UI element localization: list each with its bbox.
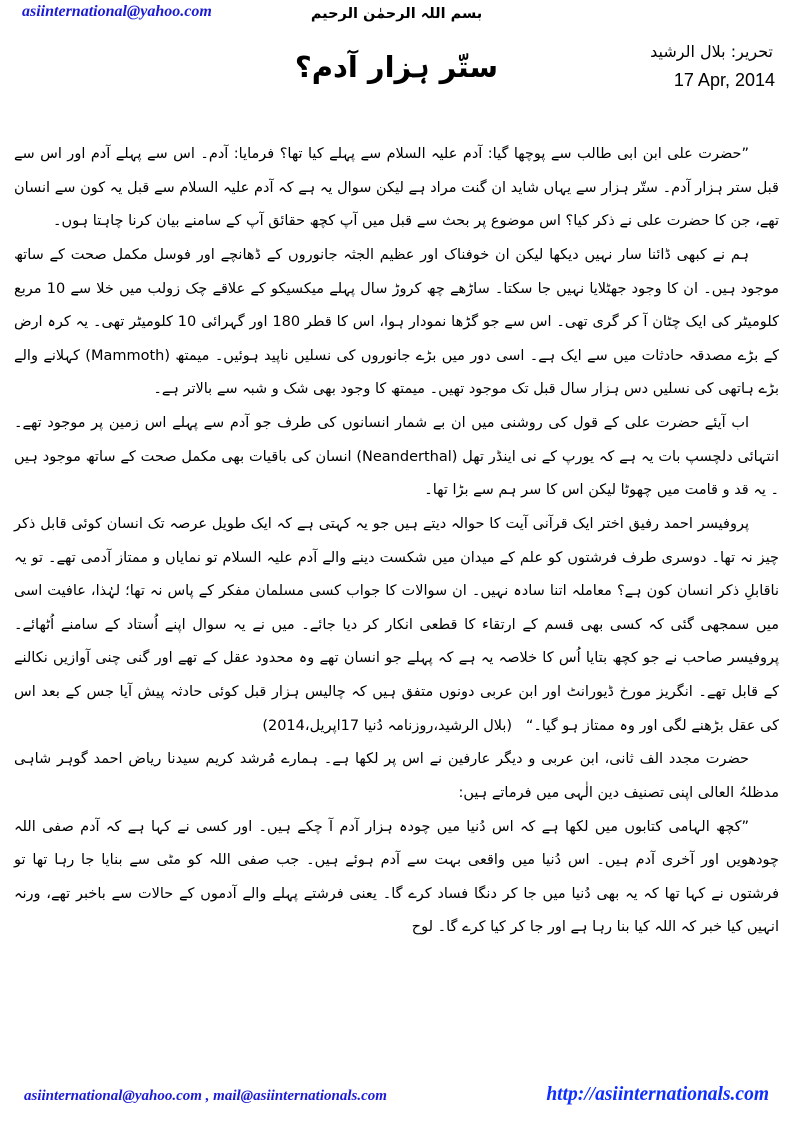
article-paragraph-3: اب آیئے حضرت علی کے قول کی روشنی میں ان بے شمار انسانوں کی طرف جو آدم سے پہلے اس زمین پر موجود تھے۔ انتہائی دلچسپ بات یہ ہے کہ یورپ کے نی اینڈر تھل (Neanderthal) انسان کی باقیات بھی مکمل صحت کے ساتھ موجود ہیں ۔ یہ قد و قامت میں چھوٹا لیکن اس کا سر ہم سے بڑا تھا۔	[14, 415, 779, 499]
page-title: ستّر ہزار آدم؟	[294, 50, 499, 84]
article-paragraph-4-text: پروفیسر احمد رفیق اختر ایک قرآنی آیت کا حوالہ دیتے ہیں جو یہ کہتی ہے کہ ایک طویل عرصہ تک انسان کوئی قابل ذکر چیز نہ تھا۔ دوسری طرف فرشتوں کو علم کے میدان میں شکست دینے والے آدم علیہ السلام تو نمایاں و ممتاز آدمی تھے۔ تو یہ ناقابلِ ذکر انسان کون ہے؟ معاملہ اتنا سادہ نہیں۔ ان سوالات کا جواب کسی مسلمان مفکر کے پاس نہ تھا؛ لہٰذا، عافیت اسی میں سمجھی گئی کہ کسی بھی قسم کے ارتقاء کا قطعی انکار کر دیا جائے۔ میں نے یہ سوال اپنے اُستاد کے سامنے اُٹھائے۔ پروفیسر صاحب نے جو کچھ بتایا اُس کا خلاصہ یہ ہے کہ پہلے جو انسان تھے وہ محدود عقل کے تھے اور گنی چنی آوازیں نکالنے کے قابل تھے۔ انگریز مورخ ڈیورانٹ اور ابن عربی دونوں متفق ہیں کہ چالیس ہزار قبل کوئی حادثہ پیش آیا جس کے بعد اس کی عقل بڑھنے لگی اور وہ ممتاز ہو گیا۔“	[14, 515, 779, 734]
document-header	[0, 0, 793, 138]
footer-email-asi-link[interactable]: mail@asiinternationals.com	[213, 1088, 387, 1104]
document-footer	[0, 1084, 793, 1106]
bismillah-text: بسم اللہ الرحمٰن الرحیم	[310, 6, 483, 22]
article-paragraph-5: حضرت مجدد الف ثانی، ابن عربی و دیگر عارفین نے اس پر لکھا ہے۔ ہمارے مُرشد کریم سیدنا ریاض احمد گوہر شاہی مدظلہُ العالی اپنی تصنیف دین الٰہی میں فرماتے ہیں:	[14, 751, 779, 801]
publish-date: 17 Apr, 2014	[673, 70, 775, 90]
article-body	[0, 138, 793, 945]
footer-email-yahoo-link[interactable]: asiinternational@yahoo.com	[24, 1088, 202, 1104]
source-citation: (بلال الرشید،روزنامہ دُنیا 17اپریل،2014)	[262, 717, 513, 734]
article-paragraph-2: ہم نے کبھی ڈائنا سار نہیں دیکھا لیکن ان خوفناک اور عظیم الجثہ جانوروں کے ڈھانچے اور فوسل مکمل صحت کے ساتھ موجود ہیں۔ ان کا وجود جھٹلایا نہیں جا سکتا۔ ساڑھے چھ کروڑ سال پہلے میکسیکو کے علاقے چک زولب میں خلا سے 10 مربع کلومیٹر کی ایک چٹان آ کر گری تھی۔ اس سے جو گڑھا نمودار ہوا، اس کا قطر 180 اور گہرائی 10 کلومیٹر تھی۔ یہ کرہ ارض کے بڑے مصدقہ حادثات میں سے ایک ہے۔ اسی دور میں بڑے جانوروں کی نسلیں ناپید ہوئیں۔ میمتھ (Mammoth) کہلانے والے بڑے ہاتھی کی نسلیں دس ہزار سال قبل تک موجود تھیں۔ میمتھ کا وجود بھی شک و شبہ سے بالاتر ہے۔	[14, 246, 779, 398]
author-byline: تحریر: بلال الرشید	[650, 42, 773, 61]
article-paragraph-6: ”کچھ الہامی کتابوں میں لکھا ہے کہ اس دُنیا میں چودہ ہزار آدم آ چکے ہیں۔ اور کسی نے کہا ہے کہ آدم صفی اللہ چودھویں اور آخری آدم ہیں۔ اس دُنیا میں واقعی بہت سے آدم ہوئے ہیں۔ جب صفی اللہ کو مٹی سے بنایا جا رہا تھا تو فرشتوں نے کہا تھا کہ یہ بھی دُنیا میں جا کر دنگا فساد کرے گا۔ یعنی فرشتے پہلے والے آدموں کے حالات سے باخبر تھے، ورنہ انہیں کیا خبر کہ اللہ کیا بنا رہا ہے اور جا کر کیا کرے گا۔ لوح	[14, 818, 779, 936]
footer-email-separator: ,	[205, 1088, 210, 1104]
footer-website-link[interactable]: http://asiinternationals.com	[546, 1084, 769, 1105]
footer-emails	[24, 1088, 387, 1105]
article-paragraph-1: ”حضرت علی ابن ابی طالب سے پوچھا گیا: آدم علیہ السلام سے پہلے کیا تھا؟ فرمایا: آدم۔ اس سے پہلے آدم اور اس سے قبل ستر ہزار آدم۔ ستّر ہزار سے یہاں شاید ان گنت مراد ہے لیکن سوال یہ ہے کہ آدم علیہ السلام سے قبل یہ کون سے انسان تھے، جن کا حضرت علی نے ذکر کیا؟ اس موضوع پر بحث سے قبل میں آپ کچھ حقائق آپ کے سامنے بیان کرنا چاہتا ہوں۔	[14, 146, 779, 230]
article-paragraph-4	[14, 508, 779, 743]
header-email-link[interactable]: asiinternational@yahoo.com	[22, 3, 212, 20]
